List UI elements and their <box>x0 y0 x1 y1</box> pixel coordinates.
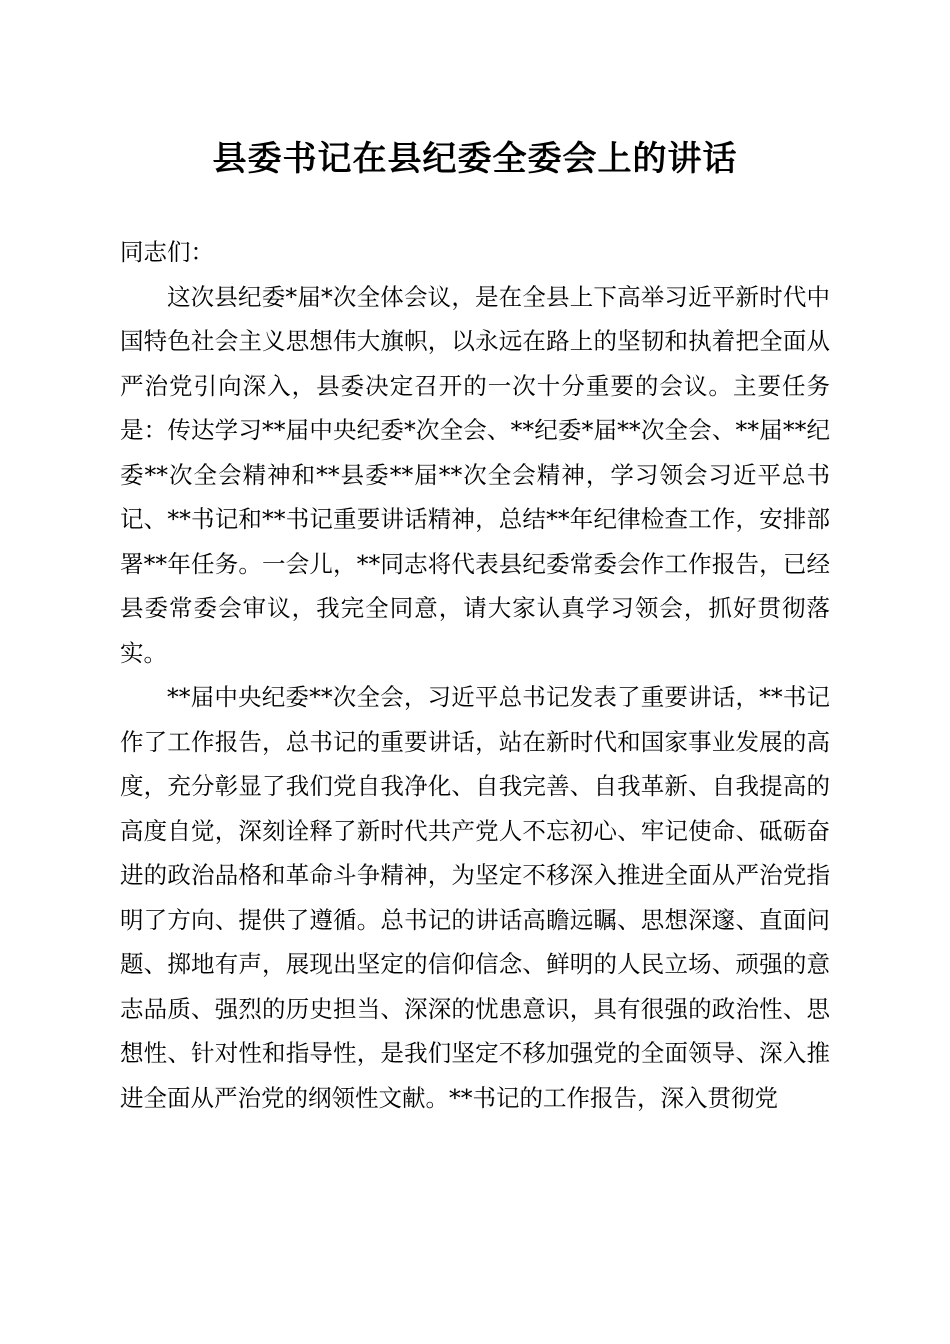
paragraph-1: 这次县纪委*届*次全体会议，是在全县上下高举习近平新时代中国特色社会主义思想伟大旗帜，以永远在路上的坚韧和执着把全面从严治党引向深入，县委决定召开的一次十分重要的会议。主要任务是：传达学习**届中央纪委*次全会、**纪委*届**次全会、**届**纪委**次全会精神和**县委**届**次全会精神，学习领会习近平总书记、**书记和**书记重要讲话精神，总结**年纪律检查工作，安排部署**年任务。一会儿，**同志将代表县纪委常委会作工作报告，已经县委常委会审议，我完全同意，请大家认真学习领会，抓好贯彻落实。 <box>120 282 830 667</box>
document-body <box>120 230 830 1120</box>
salutation: 同志们： <box>120 238 214 266</box>
paragraph-2: **届中央纪委**次全会，习近平总书记发表了重要讲话，**书记作了工作报告，总书记的重要讲话，站在新时代和国家事业发展的高度，充分彰显了我们党自我净化、自我完善、自我革新、自我提高的高度自觉，深刻诠释了新时代共产党人不忘初心、牢记使命、砥砺奋进的政治品格和革命斗争精神，为坚定不移深入推进全面从严治党指明了方向、提供了遵循。总书记的讲话高瞻远瞩、思想深邃、直面问题、掷地有声，展现出坚定的信仰信念、鲜明的人民立场、顽强的意志品质、强烈的历史担当、深深的忧患意识，具有很强的政治性、思想性、针对性和指导性，是我们坚定不移加强党的全面领导、深入推进全面从严治党的纲领性文献。**书记的工作报告，深入贯彻党 <box>120 683 830 1112</box>
page-title: 县委书记在县纪委全委会上的讲话 <box>212 139 738 179</box>
